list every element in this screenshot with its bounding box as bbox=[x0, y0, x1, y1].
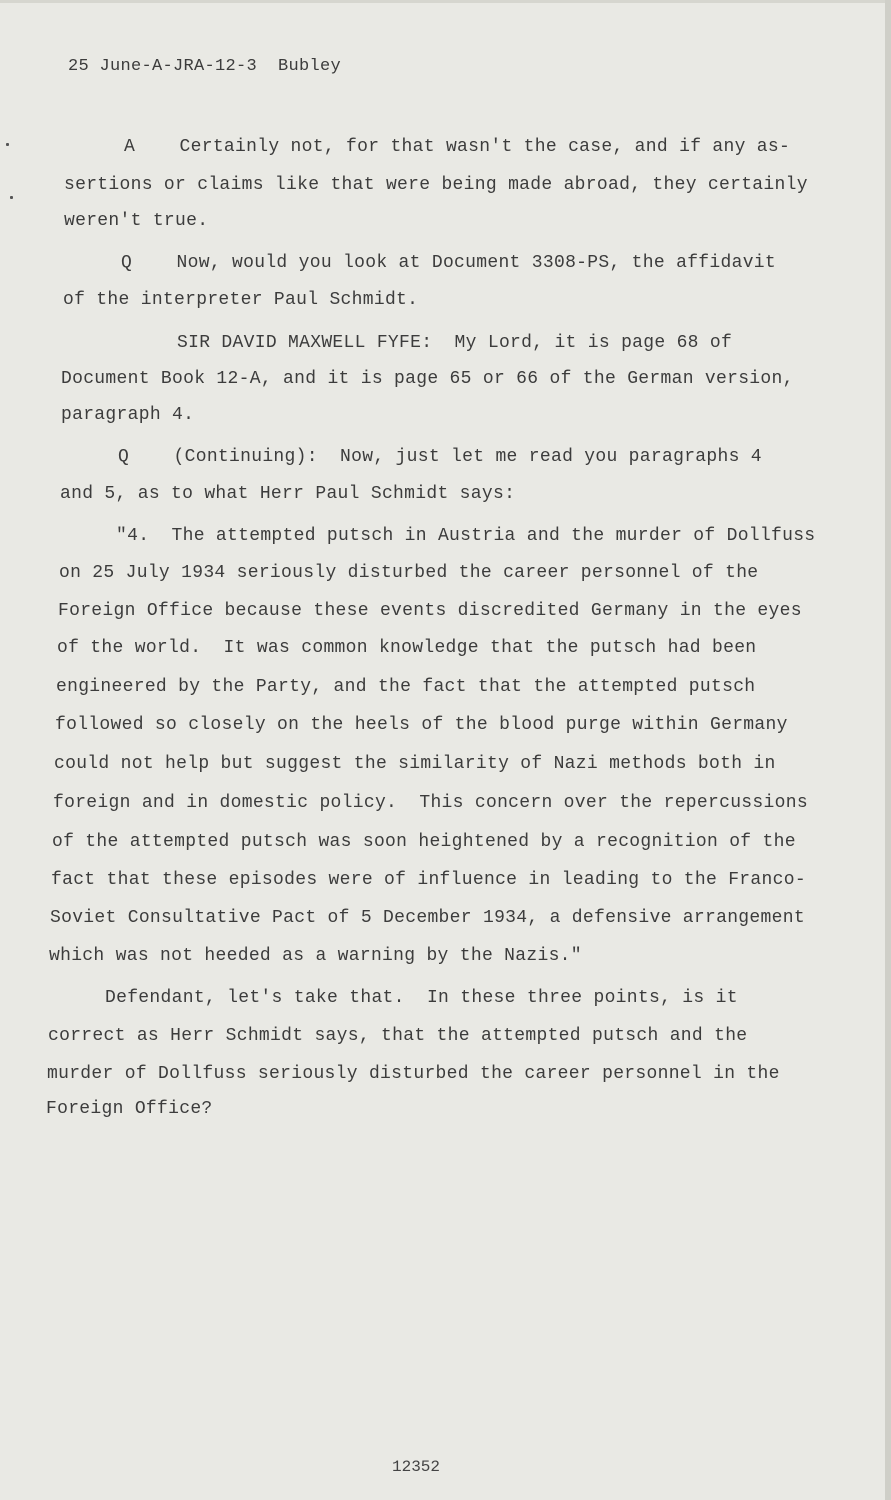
text-line: of the attempted putsch was soon heightened by a recognition of the bbox=[52, 832, 796, 852]
text-line: fact that these episodes were of influence in leading to the Franco- bbox=[51, 870, 806, 890]
text-line: Defendant, let's take that. In these three points, is it bbox=[105, 988, 738, 1008]
text-line: SIR DAVID MAXWELL FYFE: My Lord, it is page 68 of bbox=[177, 333, 733, 353]
text-line: of the world. It was common knowledge that the putsch had been bbox=[57, 638, 757, 658]
text-line: could not help but suggest the similarity of Nazi methods both in bbox=[54, 754, 776, 774]
page-number: 12352 bbox=[392, 1458, 441, 1476]
text-line: A Certainly not, for that wasn't the case, and if any as- bbox=[124, 137, 791, 157]
text-line: and 5, as to what Herr Paul Schmidt says: bbox=[60, 484, 516, 504]
margin-mark bbox=[10, 196, 13, 199]
text-line: Q Now, would you look at Document 3308-PS, the affidavit bbox=[121, 253, 777, 273]
text-line: Soviet Consultative Pact of 5 December 1934, a defensive arrangement bbox=[50, 908, 805, 928]
text-line: weren't true. bbox=[64, 211, 209, 231]
page-right-edge bbox=[885, 0, 891, 1500]
text-line: Q (Continuing): Now, just let me read you paragraphs 4 bbox=[118, 447, 762, 467]
page-top-edge bbox=[0, 0, 891, 3]
text-line: paragraph 4. bbox=[61, 405, 195, 425]
text-line: followed so closely on the heels of the blood purge within Germany bbox=[55, 715, 788, 735]
text-line: Foreign Office? bbox=[46, 1099, 213, 1119]
text-line: which was not heeded as a warning by the Nazis." bbox=[49, 946, 582, 966]
text-line: engineered by the Party, and the fact that the attempted putsch bbox=[56, 677, 756, 697]
margin-mark bbox=[6, 143, 9, 146]
text-line: foreign and in domestic policy. This concern over the repercussions bbox=[53, 793, 808, 813]
text-line: of the interpreter Paul Schmidt. bbox=[63, 290, 419, 310]
text-line: murder of Dollfuss seriously disturbed the career personnel in the bbox=[47, 1064, 780, 1084]
text-line: Document Book 12-A, and it is page 65 or 66 of the German version, bbox=[61, 369, 794, 389]
text-line: correct as Herr Schmidt says, that the attempted putsch and the bbox=[48, 1026, 748, 1046]
text-line: sertions or claims like that were being made abroad, they certainly bbox=[64, 175, 808, 195]
document-header: 25 June-A-JRA-12-3 Bubley bbox=[68, 57, 342, 76]
text-line: "4. The attempted putsch in Austria and the murder of Dollfuss bbox=[116, 526, 816, 546]
text-line: on 25 July 1934 seriously disturbed the career personnel of the bbox=[59, 563, 759, 583]
text-line: Foreign Office because these events discredited Germany in the eyes bbox=[58, 601, 802, 621]
